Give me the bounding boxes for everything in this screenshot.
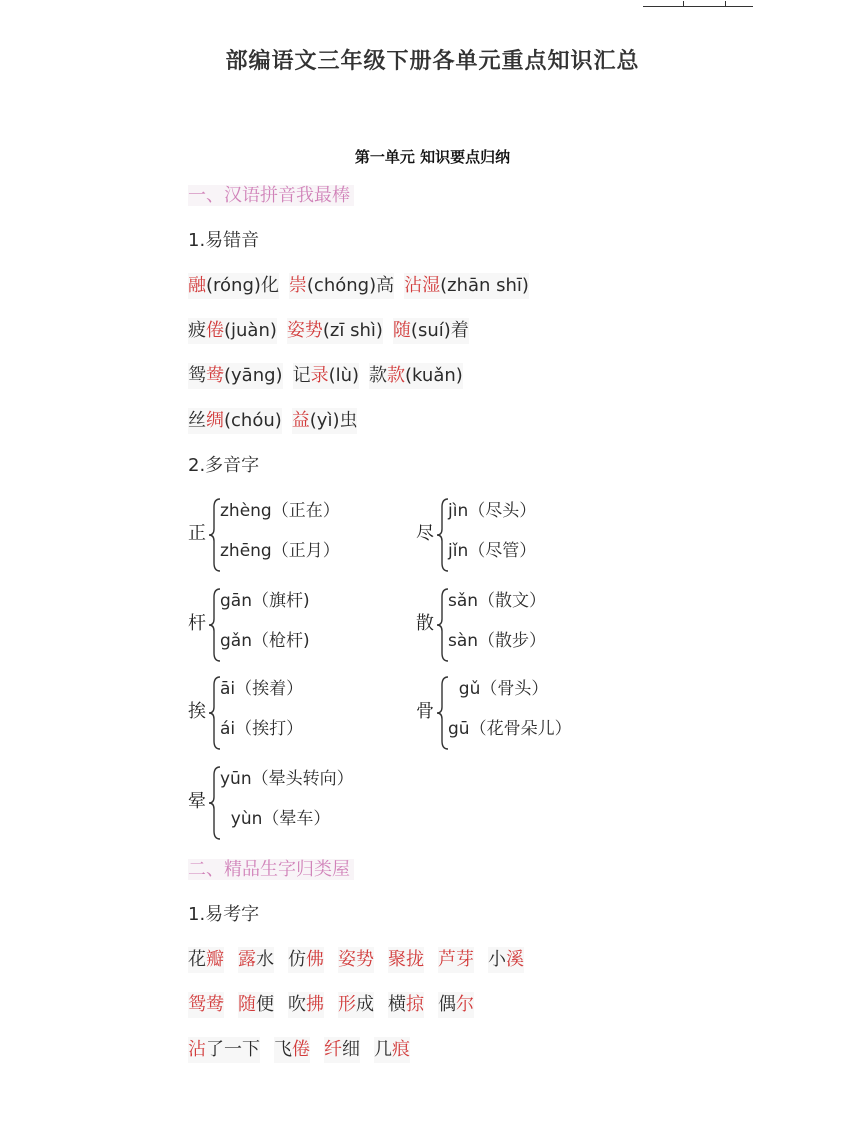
polyphone-reading: jìn（尽头） [448,501,537,521]
word-pinyin: (kuǎn) [405,365,463,386]
word-row [188,992,488,1018]
word-row [188,947,538,973]
polyphone-reading: gǔ（骨头） [448,679,549,699]
word-plain: 小 [488,949,506,970]
polyphone-char: 杆 [188,613,206,634]
word-key-char: 芦芽 [438,949,474,970]
document-title: 部编语文三年级下册各单元重点知识汇总 [225,49,640,74]
word-key-char: 聚拢 [388,949,424,970]
word-key-char: 随 [238,994,256,1015]
word-item [289,273,394,299]
top-decoration-line [643,6,753,7]
word-item [188,947,224,973]
word-pinyin: (zhān shī) [440,275,529,296]
word-plain: 飞 [274,1039,292,1060]
word-key-char: 掠 [406,994,424,1015]
word-key-char: 鸳鸯 [188,994,224,1015]
polyphone-reading: jǐn（尽管） [448,541,537,561]
polyphone-char: 骨 [416,701,434,722]
polyphone-char: 晕 [188,791,206,812]
polyphone-char: 正 [188,523,206,544]
polyphone-reading: sàn（散步） [448,631,547,651]
word-plain: 几 [374,1039,392,1060]
word-item [488,947,524,973]
word-item [369,363,463,389]
word-pinyin: (lù) [328,365,360,386]
word-key-char: 痕 [392,1039,410,1060]
word-item [188,992,224,1018]
word-plain: 记 [292,365,311,386]
word-key-char: 露 [238,949,256,970]
word-key-char: 倦 [292,1039,310,1060]
word-key-char: 纤 [324,1039,342,1060]
word-key-char: 沾湿 [404,275,441,296]
word-key-char: 融 [188,275,206,296]
subheading-easy-wrong: 1.易错音 [188,230,260,251]
word-row [188,408,367,434]
polyphone-reading: āi（挨着） [220,679,304,699]
word-row [188,363,473,389]
word-key-char: 拂 [306,994,324,1015]
word-key-char: 瓣 [206,949,224,970]
word-pinyin: (juàn) [224,320,277,341]
word-item [292,408,358,434]
word-plain: 花 [188,949,206,970]
subheading-polyphone: 2.多音字 [188,455,260,476]
word-item [293,363,359,389]
word-key-char: 佛 [306,949,324,970]
polyphone-reading: sǎn（散文） [448,591,547,611]
word-item [274,1037,310,1063]
word-key-char: 形 [338,994,356,1015]
section-heading-text: 一、汉语拼音我最棒 [188,185,354,206]
word-item [287,318,383,344]
word-key-char: 溪 [506,949,524,970]
word-row [188,1037,424,1063]
word-pinyin: (róng)化 [206,275,279,296]
polyphone-char: 散 [416,613,434,634]
word-row [188,318,479,344]
polyphone-reading: gǎn（枪杆) [220,631,310,651]
word-plain: 偶 [438,994,456,1015]
word-item [188,363,283,389]
word-plain: 款 [369,365,388,386]
word-key-char: 鸯 [206,365,224,386]
word-plain: 鸳 [188,365,206,386]
polyphone-reading: ái（挨打） [220,719,304,739]
word-key-char: 沾 [188,1039,206,1060]
word-item [388,947,424,973]
section-heading-text: 二、精品生字归类屋 [188,859,354,880]
word-item [393,318,469,344]
subheading-easy-test: 1.易考字 [188,904,260,925]
word-pinyin: 水 [256,949,274,970]
word-item [238,992,274,1018]
word-item [288,947,324,973]
word-item [188,1037,260,1063]
word-pinyin: (yāng) [224,365,283,386]
word-pinyin: (chóng)高 [306,275,395,296]
word-item [338,992,374,1018]
word-key-char: 随 [392,320,411,341]
word-item [438,947,474,973]
polyphone-reading: yūn（晕头转向） [220,769,354,789]
polyphone-reading: zhēng（正月） [220,541,340,561]
word-key-char: 姿势 [338,949,374,970]
word-item [188,318,277,344]
word-plain: 仿 [288,949,306,970]
word-item [374,1037,410,1063]
word-pinyin: (zī shì) [322,320,383,341]
word-pinyin: 成 [356,994,374,1015]
word-pinyin: 便 [256,994,274,1015]
word-item [188,273,279,299]
word-key-char: 益 [291,410,310,431]
word-key-char: 倦 [206,320,224,341]
word-key-char: 崇 [288,275,307,296]
word-item [338,947,374,973]
word-item [324,1037,360,1063]
word-item [288,992,324,1018]
word-plain: 疲 [188,320,206,341]
word-item [238,947,274,973]
word-key-char: 姿势 [286,320,323,341]
polyphone-reading: yùn（晕车） [220,809,331,829]
word-item [404,273,529,299]
word-item [438,992,474,1018]
word-key-char: 录 [310,365,329,386]
word-pinyin: 细 [342,1039,360,1060]
word-pinyin: 了一下 [206,1039,260,1060]
section-heading-characters [188,857,354,883]
word-row [188,273,539,299]
section-heading-pinyin [188,183,354,209]
polyphone-reading: gān（旗杆) [220,591,310,611]
word-plain: 丝 [188,410,206,431]
word-key-char: 款 [387,365,406,386]
polyphone-reading: zhèng（正在） [220,501,340,521]
word-plain: 吹 [288,994,306,1015]
word-item [188,408,282,434]
word-pinyin: (chóu) [224,410,282,431]
word-plain: 横 [388,994,406,1015]
word-item [388,992,424,1018]
polyphone-reading: gū（花骨朵儿） [448,719,572,739]
word-key-char: 尔 [456,994,474,1015]
word-pinyin: (suí)着 [410,320,469,341]
polyphone-char: 尽 [416,523,434,544]
unit-title: 第一单元 知识要点归纳 [354,148,511,166]
word-key-char: 绸 [206,410,224,431]
polyphone-char: 挨 [188,701,206,722]
word-pinyin: (yì)虫 [309,410,358,431]
